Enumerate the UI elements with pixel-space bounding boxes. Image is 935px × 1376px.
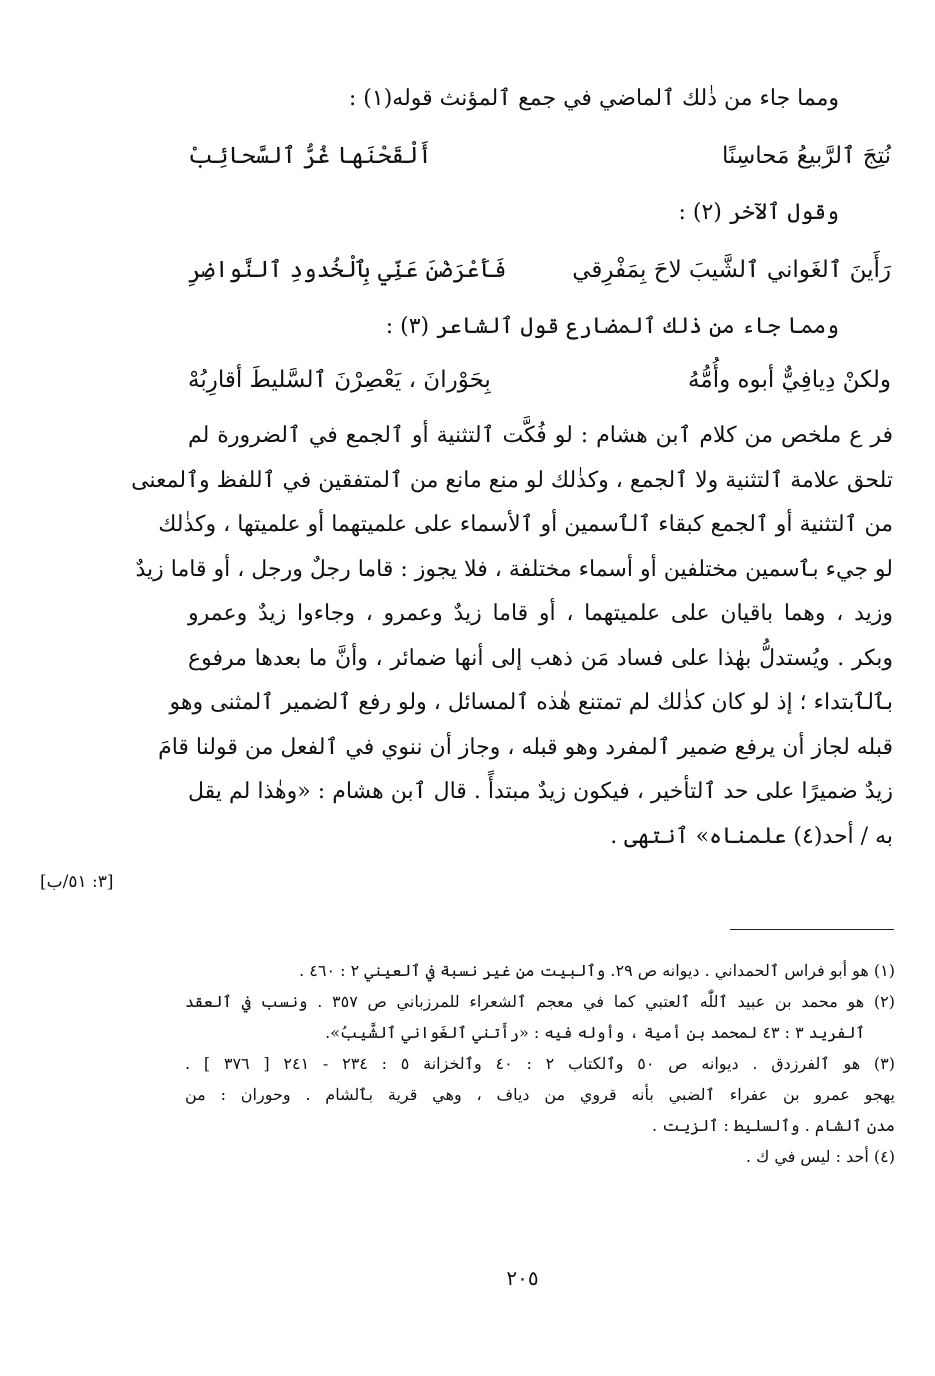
verse-intro-line: ومما جاء من ذٰلك ٱلمضارع قول ٱلشاعر (٣) : xyxy=(385,314,839,339)
verse-first-hemistich: نُتِجَ ٱلرَّبيعُ مَحاسِنًا xyxy=(722,143,891,169)
verse-second-hemistich: أَلْقَحْنَها غُرُّ ٱلسَّحائِبْ xyxy=(188,143,432,169)
footnote-line: مدن ٱلشام . وٱلسليط : ٱلزيت . xyxy=(652,1116,895,1135)
verse-intro-line: وقول ٱلآخر (٢) : xyxy=(678,200,839,225)
poetry-verse xyxy=(188,364,891,396)
page-number: ٢٠٥ xyxy=(506,1266,539,1290)
paragraph-line: لو جيء بٱسمين مختلفين أو أسماء مختلفة ، فلا يجوز : قاما رجلٌ ورجل ، أو قاما زيدٌ xyxy=(135,556,893,582)
footnote-line: ٱلفريد ٣ : ٤٣ لمحمد بن أمية ، وأوله فيه : «رأَتني ٱلغَواني ٱلشَّيبُ». xyxy=(325,1023,865,1042)
footnote-separator xyxy=(730,929,894,930)
verse-second-hemistich: فَأَعْرَضْنَ عَنِّي بِٱلْخُدودِ ٱلنَّواضِرِ xyxy=(188,257,507,283)
paragraph-line: قبله لجاز أن يرفع ضمير ٱلمفرد وهو قبله ، وجاز أن ننوي في ٱلفعل من قولنا قامَ xyxy=(158,734,893,760)
paragraph-line: وبكر . ويُستدلُّ بهٰذا على فساد مَن ذهب إلى أنها ضمائر ، وأنَّ ما بعدها مرفوع xyxy=(188,645,893,671)
paragraph-line: تلحق علامة ٱلتثنية ولا ٱلجمع ، وكذٰلك لو منع مانع من ٱلمتفقين في ٱللفظ وٱلمعنى xyxy=(131,467,893,493)
footnote-line: (٤) أحد : ليس في ك . xyxy=(745,1147,895,1166)
paragraph-line: من ٱلتثنية أو ٱلجمع كبقاء ٱلٱسمين أو ٱلأسماء على علميتهما أو علميتها ، وكذٰلك xyxy=(158,512,893,537)
poetry-verse xyxy=(188,254,891,286)
body-paragraph xyxy=(131,414,895,859)
poetry-verse xyxy=(188,140,891,172)
paragraph-line: بٱلٱبتداء ؛ إذ لو كان كذٰلك لم تمتنع هٰذه ٱلمسائل ، ولو رفع ٱلضمير ٱلمثنى وهو xyxy=(169,690,893,715)
footnote-line: (١) هو أبو فراس ٱلحمداني . ديوانه ص ٢٩. وٱلبيت من غير نسبة في ٱلعيني ٢ : ٤٦٠ . xyxy=(299,961,895,980)
paragraph-line: وزيد ، وهما باقيان على علميتهما ، أو قاما زيدٌ وعمرو ، وجاءوا زيدٌ وعمرو xyxy=(188,601,893,626)
footnote-line: (٢) هو محمد بن عبيد ٱللّٰه ٱلعتبي كما في معجم ٱلشعراء للمرزباني ص ٣٥٧ . ونسب في ٱلعقد xyxy=(185,992,895,1011)
verse-first-hemistich: رَأَينَ ٱلغَواني ٱلشَّيبَ لاحَ بِمَفْرِقي xyxy=(572,257,891,283)
paragraph-line: فر ع ملخص من كلام ٱبن هشام : لو فُكَّت ٱلتثنية أو ٱلجمع في ٱلضرورة لم xyxy=(188,423,893,448)
verse-first-hemistich: ولكنْ دِيافِيٌّ أبوه وأُمُّهُ xyxy=(688,367,891,393)
footnotes xyxy=(185,955,895,1172)
footnote-line: (٣) هو ٱلفرزدق . ديوانه ص ٥٠ وٱلكتاب ٢ : ٤٠ وٱلخزانة ٥ : ٢٣٤ - ٢٤١ [ ٣٧٦ ] . xyxy=(185,1054,895,1073)
verse-intro-line: ومما جاء من ذٰلك ٱلماضي في جمع ٱلمؤنث قوله(١) : xyxy=(348,86,839,111)
manuscript-folio-reference: [٣: ٥١/ب] xyxy=(40,872,114,892)
paragraph-line: به / أحد(٤) علمناه» ٱنتهى . xyxy=(610,823,893,849)
footnote-line: يهجو عمرو بن عفراء ٱلضبي بأنه قروي من دياف ، وهي قرية بٱلشام . وحوران : من xyxy=(185,1085,895,1104)
paragraph-line: زيدٌ ضميرًا على حد ٱلتأخير ، فيكون زيدٌ مبتدأً . قال ٱبن هشام : «وهٰذا لم يقل xyxy=(188,779,893,804)
verse-second-hemistich: بِحَوْرانَ ، يَعْصِرْنَ ٱلسَّليطَ أقارِبُهْ xyxy=(188,367,491,393)
